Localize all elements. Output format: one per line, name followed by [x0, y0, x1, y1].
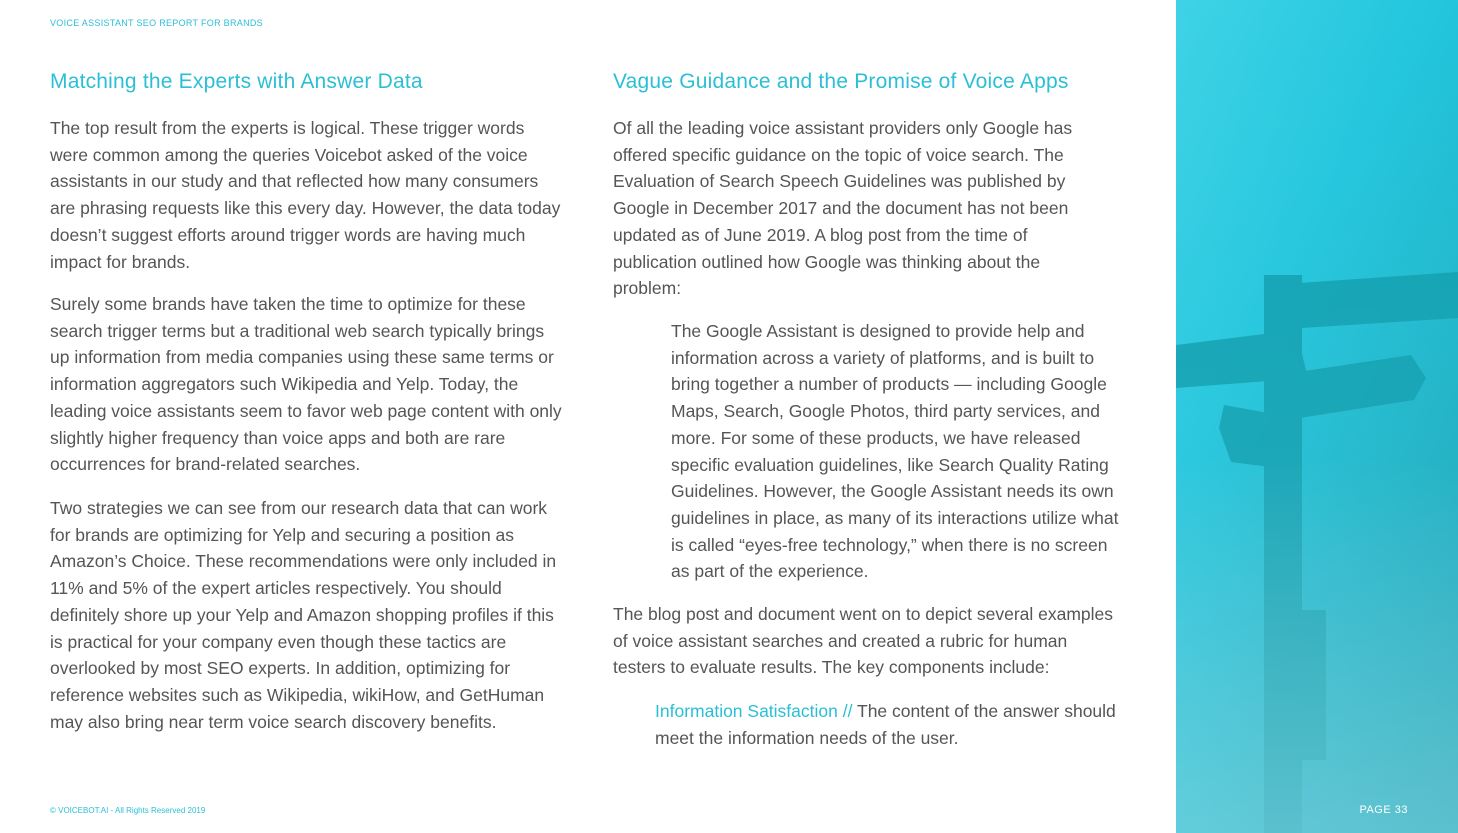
page-number: PAGE 33 [1359, 804, 1408, 816]
key-component-text: The content of the answer should meet the information needs of the user. [655, 701, 1116, 748]
report-header: VOICE ASSISTANT SEO REPORT FOR BRANDS [50, 18, 263, 28]
left-column-title: Matching the Experts with Answer Data [50, 70, 423, 93]
signpost-photo-panel [1176, 0, 1458, 833]
right-column-title: Vague Guidance and the Promise of Voice Apps [613, 70, 1069, 93]
key-component-item [655, 698, 1125, 751]
google-quote-block: The Google Assistant is designed to provide help and information across a variety of platforms, and is built to bring together a number of products — including Google Maps, Search, Google Photos, third party services, and more. For some of these products, we have released specific evaluation guidelines, like Search Quality Rating Guidelines. However, the Google Assistant needs its own guidelines in place, as many of its interactions utilize what is called “eyes-free technology,” when there is no screen as part of the experience. [671, 321, 1119, 582]
footer-copyright: © VOICEBOT.AI - All Rights Reserved 2019 [50, 806, 206, 815]
left-paragraph-1: The top result from the experts is logical. These trigger words were common among the queries Voicebot asked of the voice assistants in our study and that reflected how many consumers are phrasing requests like this every day. However, the data today doesn’t suggest efforts around trigger words are having much impact for brands. [50, 118, 561, 272]
right-intro-paragraph: Of all the leading voice assistant providers only Google has offered specific guidance on the topic of voice search. The Evaluation of Search Speech Guidelines was published by Google in December 2017 and the document has not been updated as of June 2019. A blog post from the time of publication outlined how Google was thinking about the problem: [613, 118, 1073, 299]
key-component-label: Information Satisfaction // [655, 701, 853, 721]
left-paragraph-2: Surely some brands have taken the time to optimize for these search trigger terms but a traditional web search typically brings up information from media companies using these same terms or information aggregators such Wikipedia and Yelp. Today, the leading voice assistants seem to favor web page content with only slightly higher frequency than voice apps and both are rare occurrences for brand-related searches. [50, 294, 562, 475]
left-paragraph-3: Two strategies we can see from our research data that can work for brands are optimizing for Yelp and securing a position as Amazon’s Choice. These recommendations were only included in 11% and 5% of the expert articles respectively. You should definitely shore up your Yelp and Amazon shopping profiles if this is practical for your company even though these tactics are overlooked by most SEO experts. In addition, optimizing for reference websites such as Wikipedia, wikiHow, and GetHuman may also bring near term voice search discovery benefits. [50, 498, 557, 732]
signpost-silhouette [1176, 0, 1458, 833]
right-after-quote-paragraph: The blog post and document went on to depict several examples of voice assistant searches and created a rubric for human testers to evaluate results. The key components include: [613, 604, 1114, 678]
